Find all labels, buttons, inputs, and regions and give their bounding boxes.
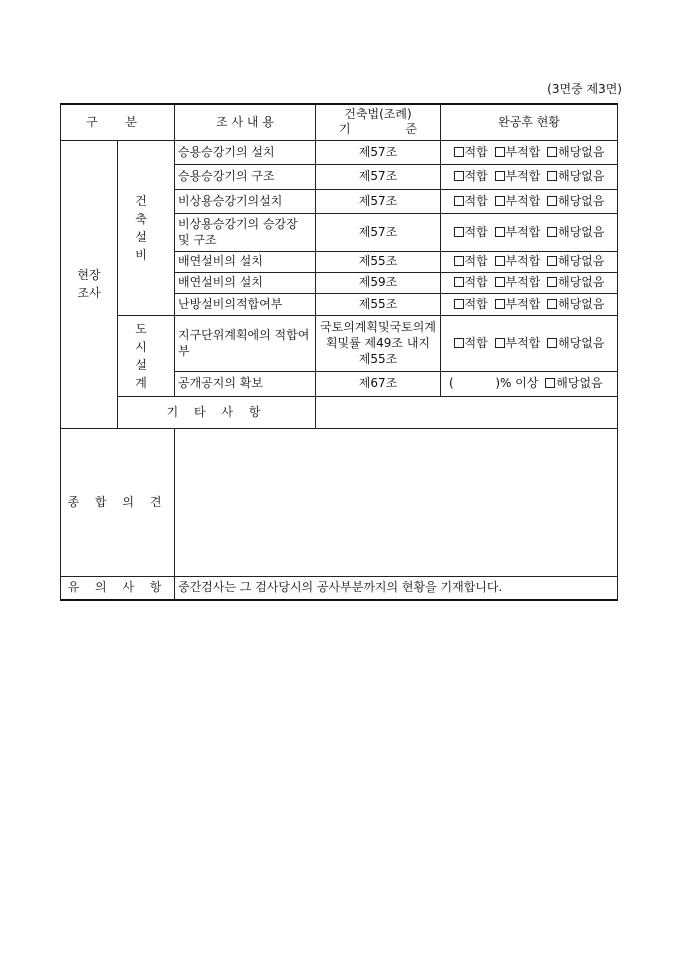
checkbox-suitable[interactable]: 적합 — [454, 254, 488, 268]
checkbox-not-applicable[interactable]: 해당없음 — [547, 336, 604, 350]
page-number-label: (3면중 제3면) — [547, 82, 622, 96]
row-content: 비상용승강기의설치 — [175, 189, 316, 213]
row-standard: 제55조 — [316, 293, 441, 315]
notes-label: 유 의 사 항 — [61, 576, 175, 600]
row-standard: 제55조 — [316, 251, 441, 272]
checkbox-suitable[interactable]: 적합 — [454, 145, 488, 159]
checkbox-not-applicable[interactable]: 해당없음 — [545, 376, 602, 390]
checkbox-unsuitable[interactable]: 부적합 — [495, 169, 541, 183]
row-standard: 제57조 — [316, 140, 441, 164]
header-category: 구 분 — [61, 104, 175, 140]
checkbox-not-applicable[interactable]: 해당없음 — [547, 254, 604, 268]
group-urban-planning: 도 시 설 계 — [118, 315, 175, 396]
checkbox-suitable[interactable]: 적합 — [454, 297, 488, 311]
status-checkboxes — [441, 213, 618, 251]
row-standard: 제67조 — [316, 371, 441, 396]
checkbox-not-applicable[interactable]: 해당없음 — [547, 145, 604, 159]
checkbox-not-applicable[interactable]: 해당없음 — [547, 275, 604, 289]
public-space-status: ( )% 이상 해당없음 — [441, 371, 618, 396]
checkbox-suitable[interactable]: 적합 — [454, 194, 488, 208]
table-row — [61, 315, 618, 371]
overall-opinion-row — [61, 428, 618, 576]
checkbox-unsuitable[interactable]: 부적합 — [495, 336, 541, 350]
row-content: 승용승강기의 설치 — [175, 140, 316, 164]
row-standard: 제57조 — [316, 213, 441, 251]
checkbox-unsuitable[interactable]: 부적합 — [495, 297, 541, 311]
inspection-form-table — [60, 103, 618, 601]
checkbox-not-applicable[interactable]: 해당없음 — [547, 194, 604, 208]
status-checkboxes — [441, 272, 618, 293]
checkbox-suitable[interactable]: 적합 — [454, 169, 488, 183]
checkbox-not-applicable[interactable]: 해당없음 — [547, 297, 604, 311]
status-checkboxes — [441, 315, 618, 371]
checkbox-not-applicable[interactable]: 해당없음 — [547, 225, 604, 239]
row-standard: 제57조 — [316, 164, 441, 189]
status-checkboxes — [441, 140, 618, 164]
table-row — [61, 140, 618, 164]
checkbox-suitable[interactable]: 적합 — [454, 336, 488, 350]
status-checkboxes — [441, 189, 618, 213]
other-items-row — [61, 396, 618, 428]
row-standard: 제59조 — [316, 272, 441, 293]
row-standard: 국토의계획및국토의계획및률 제49조 내지 제55조 — [316, 315, 441, 371]
header-status: 완공후 현황 — [441, 104, 618, 140]
row-content: 비상용승강기의 승강장 및 구조 — [175, 213, 316, 251]
checkbox-unsuitable[interactable]: 부적합 — [495, 225, 541, 239]
row-content: 승용승강기의 구조 — [175, 164, 316, 189]
checkbox-not-applicable[interactable]: 해당없음 — [547, 169, 604, 183]
overall-opinion-field[interactable] — [175, 428, 618, 576]
row-content: 지구단위계획에의 적합여부 — [175, 315, 316, 371]
other-items-field[interactable] — [316, 396, 618, 428]
row-standard: 제57조 — [316, 189, 441, 213]
group-field-survey: 현장 조사 — [61, 140, 118, 428]
checkbox-suitable[interactable]: 적합 — [454, 225, 488, 239]
row-content: 배연설비의 설치 — [175, 272, 316, 293]
overall-opinion-label: 종 합 의 견 — [61, 428, 175, 576]
other-items-label: 기 타 사 항 — [118, 396, 316, 428]
row-content: 배연설비의 설치 — [175, 251, 316, 272]
checkbox-unsuitable[interactable]: 부적합 — [495, 145, 541, 159]
status-checkboxes — [441, 251, 618, 272]
status-checkboxes — [441, 293, 618, 315]
group-building-equipment: 건 축 설 비 — [118, 140, 175, 315]
notes-row — [61, 576, 618, 600]
checkbox-unsuitable[interactable]: 부적합 — [495, 254, 541, 268]
row-content: 공개공지의 확보 — [175, 371, 316, 396]
header-content: 조 사 내 용 — [175, 104, 316, 140]
checkbox-unsuitable[interactable]: 부적합 — [495, 194, 541, 208]
header-standard: 건축법(조례) 기 준 — [316, 104, 441, 140]
checkbox-suitable[interactable]: 적합 — [454, 275, 488, 289]
notes-text: 중간검사는 그 검사당시의 공사부분까지의 현황을 기재합니다. — [175, 576, 618, 600]
header-row — [61, 104, 618, 140]
status-checkboxes — [441, 164, 618, 189]
row-content: 난방설비의적합여부 — [175, 293, 316, 315]
checkbox-unsuitable[interactable]: 부적합 — [495, 275, 541, 289]
